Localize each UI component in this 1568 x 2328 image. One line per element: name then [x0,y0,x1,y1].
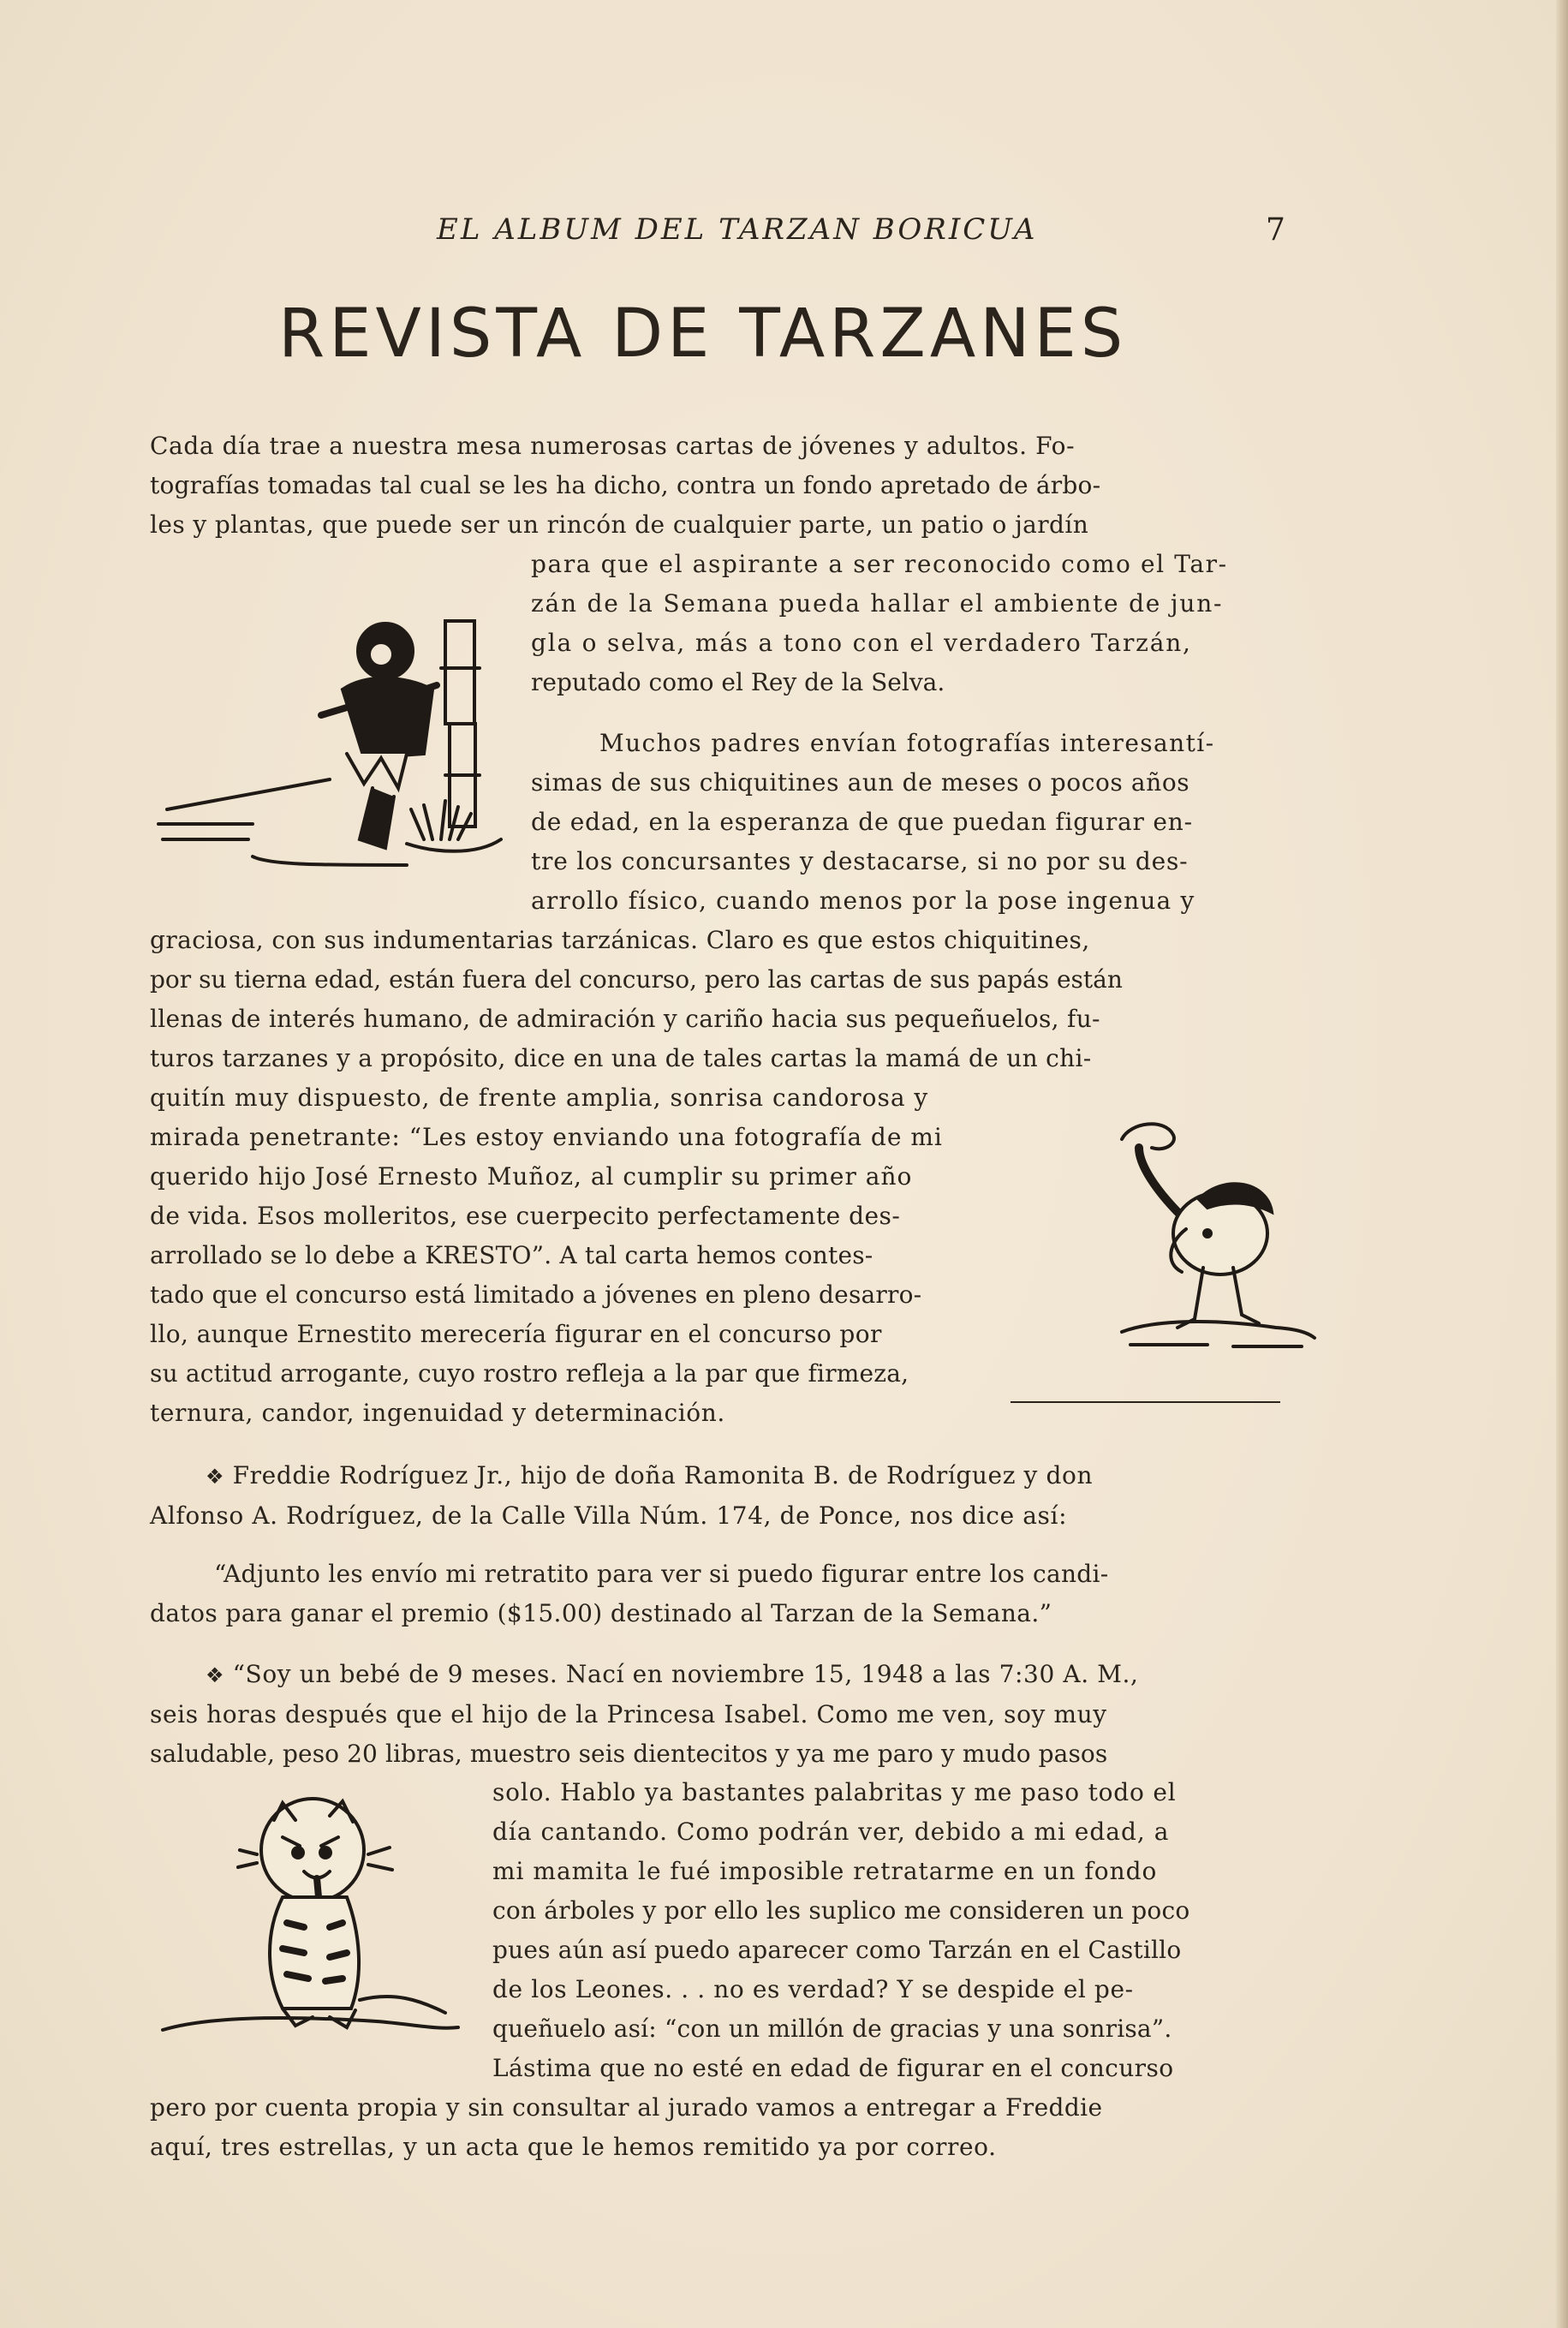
text-line: de vida. Esos molleritos, ese cuerpecito perfectamente des- [150,1202,901,1230]
paragraph-3 [150,1456,1323,1536]
text-line: mi mamita le fué imposible retratarme en un fondo [492,1857,1158,1885]
text-line: para que el aspirante a ser reconocido como el Tar- [531,550,1228,578]
paragraph-5 [150,1655,1323,1774]
paragraph-1-cont [531,545,1327,702]
text-line: pero por cuenta propia y sin consultar al jurado vamos a entregar a Freddie [150,2093,1103,2122]
text-line: reputado como el Rey de la Selva. [531,668,945,696]
text-line: quitín muy dispuesto, de frente amplia, sonrisa candorosa y [150,1083,929,1112]
text-line: aquí, tres estrellas, y un acta que le hemos remitido ya por correo. [150,2133,997,2161]
rule-line [1011,1401,1280,1403]
text-line: solo. Hablo ya bastantes palabritas y me paso todo el [492,1778,1177,1806]
text-line: querido hijo José Ernesto Muñoz, al cumplir su primer año [150,1162,913,1191]
text-line: Alfonso A. Rodríguez, de la Calle Villa Núm. 174, de Ponce, nos dice así: [150,1501,1068,1530]
text-line: turos tarzanes y a propósito, dice en una de tales cartas la mamá de un chi- [150,1044,1092,1072]
text-line: arrollado se lo debe a KRESTO”. A tal carta hemos contes- [150,1241,873,1269]
text-line: llenas de interés humano, de admiración y cariño hacia sus pequeñuelos, fu- [150,1005,1100,1033]
text-line: su actitud arrogante, cuyo rostro refleja a la par que firmeza, [150,1359,909,1388]
text-line: con árboles y por ello les suplico me consideren un poco [492,1896,1190,1925]
bullet-icon: ❖ [206,1663,225,1687]
text-line: de edad, en la esperanza de que puedan figurar en- [531,808,1193,836]
text-run: Freddie Rodríguez Jr., hijo de doña Ramonita B. de Rodríguez y don [232,1461,1094,1489]
text-line: arrollo físico, cuando menos por la pose ingenua y [531,886,1195,915]
text-line: día cantando. Como podrán ver, debido a mi edad, a [492,1818,1170,1846]
paragraph-2-cont [150,921,1323,1078]
text-line: pues aún así puedo aparecer como Tarzán en el Castillo [492,1936,1182,1964]
text-line: Cada día trae a nuestra mesa numerosas cartas de jóvenes y adultos. Fo- [150,432,1076,460]
bullet-icon: ❖ [206,1465,225,1489]
text-line: saludable, peso 20 libras, muestro seis dientecitos y ya me paro y mudo pasos [150,1740,1108,1768]
running-title: EL ALBUM DEL TARZAN BORICUA [437,212,1038,247]
text-line: graciosa, con sus indumentarias tarzánicas. Claro es que estos chiquitines, [150,926,1090,954]
text-line: zán de la Semana pueda hallar el ambiente de jun- [531,589,1224,618]
text-line: mirada penetrante: “Les estoy enviando una fotografía de mi [150,1123,943,1151]
text-line: “Adjunto les envío mi retratito para ver si puedo figurar entre los candi- [214,1560,1109,1588]
text-line: seis horas después que el hijo de la Princesa Isabel. Como me ven, soy muy [150,1700,1107,1728]
text-line: por su tierna edad, están fuera del concurso, pero las cartas de sus papás están [150,965,1123,994]
text-line: simas de sus chiquitines aun de meses o pocos años [531,768,1190,797]
page-number: 7 [1266,212,1285,248]
paragraph-2-narrow [150,1078,1092,1433]
paragraph-4 [150,1555,1323,1633]
text-line [150,1655,1323,1695]
tiger-cub-illustration [154,1786,480,2051]
text-line [150,1456,1323,1496]
text-line: queñuelo así: “con un millón de gracias y una sonrisa”. [492,2015,1172,2043]
text-line: tre los concursantes y destacarse, si no por su des- [531,847,1189,875]
text-line: gla o selva, más a tono con el verdadero Tarzán, [531,629,1192,657]
paragraph-5-cont [150,2088,1323,2167]
text-run: “Soy un bebé de 9 meses. Nací en noviembre 15, 1948 a las 7:30 A. M., [232,1660,1139,1688]
paragraph-1 [150,427,1323,545]
tarzan-cartoon-illustration [150,582,510,891]
text-line: tado que el concurso está limitado a jóvenes en pleno desarro- [150,1280,922,1309]
article-title: REVISTA DE TARZANES [278,295,1128,373]
text-line: ternura, candor, ingenuidad y determinación. [150,1399,725,1427]
paragraph-2 [531,724,1327,921]
text-line: Lástima que no esté en edad de figurar en el concurso [492,2054,1174,2082]
ostrich-cartoon-illustration [1105,1113,1319,1362]
text-line: llo, aunque Ernestito merecería figurar en el concurso por [150,1320,882,1348]
paragraph-5-narrow [492,1773,1323,2088]
text-line: les y plantas, que puede ser un rincón de cualquier parte, un patio o jardín [150,510,1089,539]
text-line: datos para ganar el premio ($15.00) destinado al Tarzan de la Semana.” [150,1599,1052,1627]
text-line: Muchos padres envían fotografías interesantí- [599,729,1215,757]
text-line: tografías tomadas tal cual se les ha dicho, contra un fondo apretado de árbo- [150,471,1101,499]
text-line: de los Leones. . . no es verdad? Y se despide el pe- [492,1975,1134,2003]
page-edge [1556,0,1568,2328]
